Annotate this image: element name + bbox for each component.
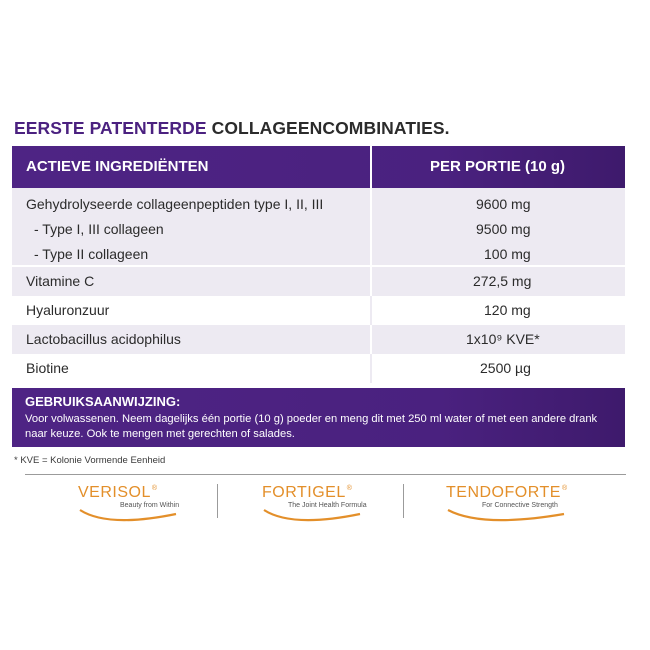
ingredient-value: 100 mg [484,246,531,262]
ingredient-name: Gehydrolyseerde collageenpeptiden type I, II, III [26,196,324,212]
brand-divider [217,484,218,518]
column-header-ingredients: ACTIEVE INGREDIËNTEN [26,158,209,175]
ingredient-value: 9500 mg [476,221,531,237]
ingredient-name: Biotine [26,360,69,376]
title-rest: COLLAGEENCOMBINATIES. [211,118,450,138]
ingredient-value: 120 mg [484,302,531,318]
brand-tagline: Beauty from Within [120,502,180,509]
table-header [12,146,625,188]
table-row [12,325,625,354]
ingredient-name: Hyaluronzuur [26,302,110,318]
ingredients-table [12,188,625,383]
footnote: * KVE = Kolonie Vormende Eenheid [14,455,166,466]
brand-name: TENDOFORTE® [446,484,568,501]
page-title [14,118,450,139]
brand-name: FORTIGEL® [262,484,353,501]
ingredient-name: - Type I, III collageen [34,221,164,237]
ingredient-value: 9600 mg [476,196,531,212]
table-row [12,296,625,325]
brand-name: VERISOL® [78,484,158,501]
brand-tagline: For Connective Strength [482,502,558,509]
ingredient-value: 1x10⁹ KVE* [466,331,540,347]
table-row [12,267,625,296]
ingredient-value: 2500 µg [480,360,531,376]
ingredient-name: Vitamine C [26,273,95,289]
table-row [12,354,625,383]
column-header-per-portion: PER PORTIE (10 g) [429,158,565,175]
title-accent: EERSTE PATENTERDE [14,118,207,138]
usage-panel [12,388,625,447]
usage-text: Voor volwassenen. Neem dagelijks één portie (10 g) poeder en meng dit met 250 ml water of met een andere drank naar keuze. Ook te mengen met gerechten of salades. [25,413,598,440]
ingredient-name: - Type II collageen [34,246,149,262]
divider-line [25,474,626,475]
brand-verisol [78,484,188,528]
ingredient-value: 272,5 mg [473,273,532,289]
ingredient-name: Lactobacillus acidophilus [26,331,181,347]
brand-tendoforte [446,484,576,528]
header-divider [370,146,372,188]
brand-tagline: The Joint Health Formula [288,502,367,509]
brand-fortigel [262,484,372,528]
table-row [12,188,625,265]
usage-heading: GEBRUIKSAANWIJZING: [25,394,181,409]
brand-divider [403,484,404,518]
